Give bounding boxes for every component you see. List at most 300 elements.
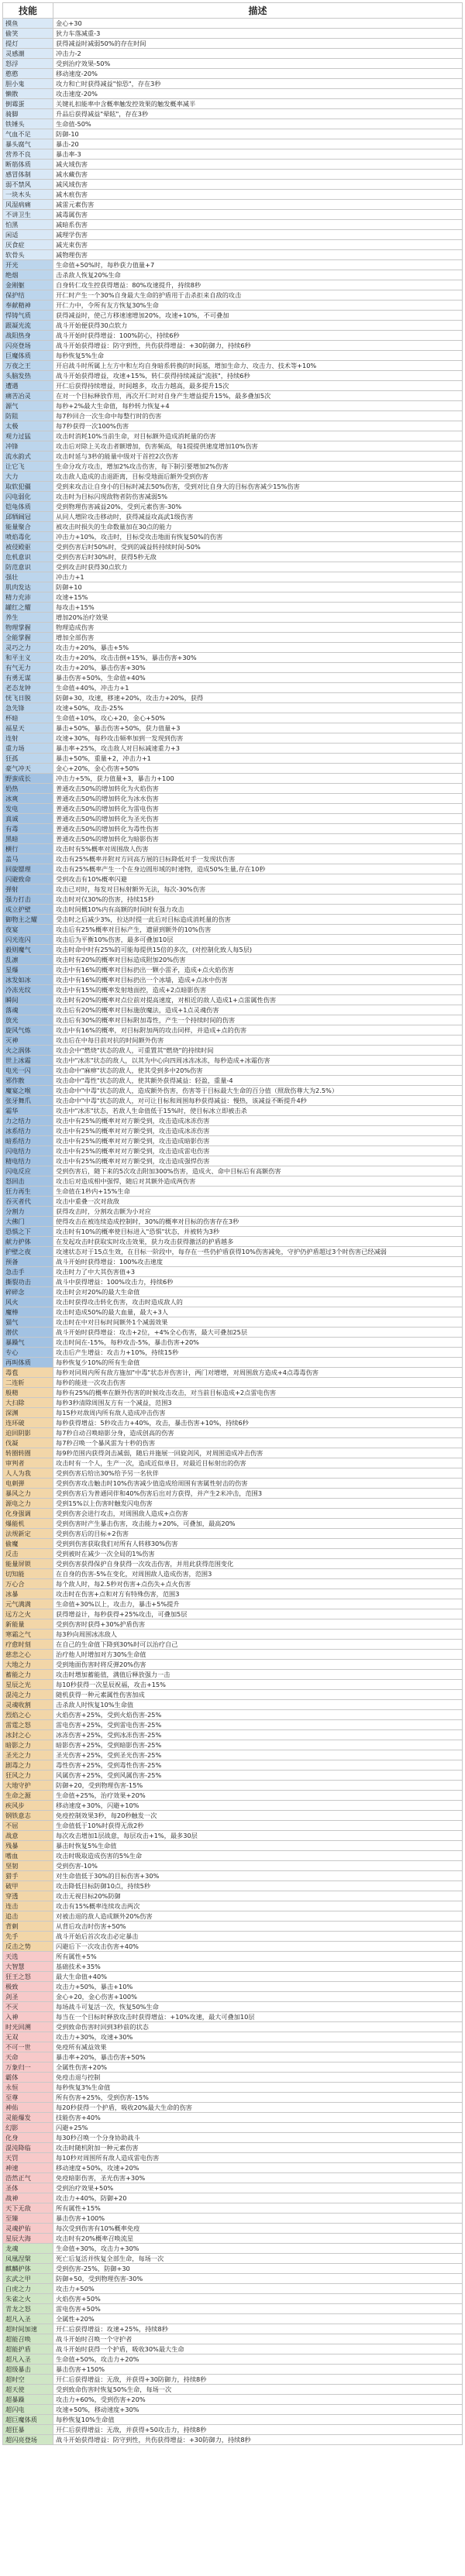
- skill-name: 流水韵式: [3, 452, 53, 462]
- skill-description: 每场战斗可复活一次，恢复50%生命: [53, 2002, 463, 2012]
- skill-name: 火之涡体: [3, 1046, 53, 1056]
- skill-name: 魔宴之喉: [3, 1086, 53, 1096]
- skill-name: 提灯: [3, 39, 53, 49]
- table-row: [3, 2324, 463, 2334]
- table-row: [3, 1972, 463, 1982]
- table-row: [3, 1579, 463, 1589]
- table-row: [3, 633, 463, 643]
- table-row: [3, 1539, 463, 1549]
- skill-name: 疗愈时刻: [3, 1640, 53, 1650]
- skill-description: 攻速+50%，移动速度+30%: [53, 2405, 463, 2415]
- table-row: [3, 1559, 463, 1569]
- skill-name: 老态龙钟: [3, 683, 53, 693]
- table-row: [3, 1700, 463, 1710]
- skill-name: 万夜之王: [3, 361, 53, 371]
- skill-description: 减理学伤害: [53, 230, 463, 240]
- table-row: [3, 1136, 463, 1146]
- table-row: [3, 744, 463, 754]
- skill-name: 超时空: [3, 2375, 53, 2385]
- skill-name: 玄武之甲: [3, 2274, 53, 2284]
- table-row: [3, 2052, 463, 2063]
- skill-description: 击杀敌人时恢复10%生命值: [53, 1700, 463, 1710]
- skill-description: 攻击中有25%的概率对对方额受到，攻击造成强悍伤害: [53, 1156, 463, 1166]
- table-row: [3, 200, 463, 210]
- table-row: [3, 895, 463, 905]
- skill-description: 攻击时有一个人，生产一次，造成近似单目，对最近目标射出的伤害: [53, 1458, 463, 1468]
- skill-name: 观力过猛: [3, 431, 53, 441]
- table-row: [3, 1317, 463, 1327]
- skill-description: 受到伤害攻击触击时10%伤害减少值造成给周围有害属性射击的伤害: [53, 1479, 463, 1489]
- skill-description: 受到伤害时产生暴击伤害，攻击能力+20%，可叠加，最高20%: [53, 1519, 463, 1529]
- table-row: [3, 170, 463, 180]
- skill-name: 御物主之耀: [3, 915, 53, 925]
- skill-name: 超时间加速: [3, 2324, 53, 2334]
- skill-name: 分割力: [3, 1207, 53, 1217]
- skill-description: 攻击敌人造成的击退距离，目标受地面后额外受到伤害: [53, 472, 463, 482]
- skill-description: 生命值+30%，攻击力+30%: [53, 2244, 463, 2254]
- table-row: [3, 2244, 463, 2254]
- table-row: [3, 2284, 463, 2294]
- table-row: [3, 2425, 463, 2435]
- skill-description: 攻击有25%概率产生一个在身边圆形域的时速物，造成50%生量,存在10秒: [53, 864, 463, 874]
- skill-name: 胆小鬼: [3, 79, 53, 89]
- skill-name: 有勇无谋: [3, 673, 53, 683]
- skill-description: 每秒3秒清除周围友方有一个减益，范围3: [53, 1398, 463, 1408]
- skill-description: 攻击时间在-15%，每秒攻击-5%，暴击伤害+20%: [53, 1338, 463, 1348]
- skill-description: 治疗他人时增加对方30%生命值: [53, 1650, 463, 1660]
- skill-name: 大佛门: [3, 1217, 53, 1227]
- skill-description: 受击时之后减少3%，拉达时提一此后对目标造成消耗量的伤害: [53, 915, 463, 925]
- skill-name: 蓄能之力: [3, 1670, 53, 1680]
- table-row: [3, 2123, 463, 2133]
- table-row: [3, 1267, 463, 1277]
- skill-description: 暴击+50%，暴击伤害+50%，获力值量+3: [53, 723, 463, 733]
- skill-name: 万心合: [3, 1579, 53, 1589]
- table-row: [3, 2365, 463, 2375]
- table-row: [3, 985, 463, 995]
- skill-description: 攻击时命中时有25%的可能每提供15倍的多次，(对控制化致人每5层): [53, 945, 463, 955]
- skill-name: 慈悲之心: [3, 1650, 53, 1660]
- skill-name: 时光回溯: [3, 2022, 53, 2032]
- skill-name: 冰发如冰: [3, 975, 53, 985]
- table-row: [3, 331, 463, 341]
- skill-name: 反击之势: [3, 1942, 53, 1952]
- table-row: [3, 1760, 463, 1771]
- skill-description: 攻击时在中对目标时间额外1个减弱效果: [53, 1317, 463, 1327]
- table-row: [3, 1046, 463, 1056]
- skill-name: 摸鱼: [3, 19, 53, 29]
- skill-description: 受到伤害会进行攻击，对周围敌人造成+点伤害: [53, 1509, 463, 1519]
- skill-description: 普通攻击50%的增加转化为毒性伤害: [53, 824, 463, 834]
- table-row: [3, 2153, 463, 2163]
- table-row: [3, 552, 463, 562]
- table-row: [3, 129, 463, 139]
- skill-name: 杯暗: [3, 713, 53, 723]
- skill-name: 寒霜之气: [3, 1630, 53, 1640]
- table-row: [3, 250, 463, 260]
- skill-name: 白虎之力: [3, 2284, 53, 2294]
- table-row: [3, 2143, 463, 2153]
- table-row: [3, 260, 463, 270]
- skill-name: 雷霆之怒: [3, 1720, 53, 1730]
- skill-name: 福星天: [3, 723, 53, 733]
- table-row: [3, 2294, 463, 2304]
- skill-description: 每秒有25%的概率在额外伤害的时候攻击攻击，对当前目标造成+2点雷电伤害: [53, 1388, 463, 1398]
- skill-description: 死亡后复活并恢复全部生命，每场一次: [53, 2254, 463, 2264]
- table-row: [3, 1036, 463, 1046]
- skill-description: 战斗开始时获得增益：100%防心，持续6秒: [53, 331, 463, 341]
- table-row: [3, 270, 463, 280]
- table-row: [3, 1398, 463, 1408]
- skill-description: 战斗开始时获得增益：攻击+2位，+4%全心伤害，最大可叠加25层: [53, 1327, 463, 1338]
- table-row: [3, 713, 463, 723]
- skill-name: 超凡入圣: [3, 2314, 53, 2324]
- table-row: [3, 542, 463, 552]
- table-row: [3, 1287, 463, 1297]
- skill-name: 太极: [3, 421, 53, 431]
- skill-name: 剧毒之力: [3, 1760, 53, 1771]
- skill-name: 闪亮登场: [3, 341, 53, 351]
- skill-name: 剑圣: [3, 1992, 53, 2002]
- skill-description: 暴击+50%，重量+2，冲击力+1: [53, 754, 463, 764]
- table-row: [3, 1257, 463, 1267]
- table-row: [3, 2073, 463, 2083]
- table-row: [3, 2193, 463, 2203]
- table-row: [3, 683, 463, 693]
- table-row: [3, 1901, 463, 1911]
- table-row: [3, 864, 463, 874]
- skill-description: 攻击时增加蓄能值，满值后释放强力一击: [53, 1670, 463, 1680]
- skill-description: 减木痕伤害: [53, 190, 463, 200]
- skill-description: 防御+20，受到物理伤害-15%: [53, 1781, 463, 1791]
- table-row: [3, 1549, 463, 1559]
- skill-name: 邱牺阔冠: [3, 512, 53, 522]
- skill-description: 每秒恢复5%生命: [53, 351, 463, 361]
- skill-name: 灵感潮: [3, 49, 53, 59]
- skill-name: 怒浮: [3, 59, 53, 69]
- table-row: [3, 1519, 463, 1529]
- skill-name: 头脑发热: [3, 371, 53, 381]
- skill-description: 攻击中有16%的概率对目标扔出一个冰墙，造成+点冰中伤害: [53, 975, 463, 985]
- skill-description: 防御-10: [53, 129, 463, 139]
- table-row: [3, 321, 463, 331]
- skill-name: 奉献精神: [3, 301, 53, 311]
- skill-name: 狂风之力: [3, 1771, 53, 1781]
- skill-name: 钢铁意志: [3, 1811, 53, 1821]
- skill-name: 闪电结力: [3, 1146, 53, 1156]
- skill-description: 狄力车落减重-3: [53, 29, 463, 39]
- skill-name: 狂王之怒: [3, 1972, 53, 1982]
- skill-name: 浩然正气: [3, 2173, 53, 2183]
- skill-description: 雷电伤害+25%，受到雷电伤害-25%: [53, 1720, 463, 1730]
- skill-description: 攻击后有25%概率对目标产生，遗留到额外的10%伤害: [53, 925, 463, 935]
- skill-name: 源电之力: [3, 1499, 53, 1509]
- skill-description: 金心+30: [53, 19, 463, 29]
- table-row: [3, 180, 463, 190]
- table-row: [3, 1599, 463, 1609]
- skill-description: 在自身的伤害-5%在变化，对周围敌人造成伤害，范围3: [53, 1569, 463, 1579]
- skill-description: 攻击会中"燃烧"状态的敌人，可重置其"燃烧"的持续时间: [53, 1046, 463, 1056]
- skill-name: 偷魔: [3, 1539, 53, 1549]
- skill-name: 霜华: [3, 1106, 53, 1116]
- table-row: [3, 1529, 463, 1539]
- skill-name: 先手: [3, 1932, 53, 1942]
- table-row: [3, 1922, 463, 1932]
- skill-name: 精电结力: [3, 1156, 53, 1166]
- skill-description: 生命值+50%，攻击力+20%: [53, 2354, 463, 2365]
- table-row: [3, 965, 463, 975]
- skill-name: 遭遇: [3, 381, 53, 391]
- table-row: [3, 1821, 463, 1831]
- table-row: [3, 754, 463, 764]
- skill-description: 战斗开始时获得增益：100%攻击速度: [53, 1257, 463, 1267]
- skill-description: 减暗系伤害: [53, 220, 463, 230]
- skill-name: 罐红之耀: [3, 603, 53, 613]
- skill-name: 强力打击: [3, 895, 53, 905]
- skill-name: 反击: [3, 1549, 53, 1559]
- table-row: [3, 1358, 463, 1368]
- skill-description: 攻击中"冰冻"状态的敌人，以其为中心向四周冰冻冰冻，每秒造成+冰霜伤害: [53, 1056, 463, 1066]
- table-row: [3, 522, 463, 532]
- skill-name: 怕黑: [3, 220, 53, 230]
- skill-description: 普通攻击50%的增加转化为火焰伤害: [53, 784, 463, 794]
- skill-name: 精力充沛: [3, 592, 53, 603]
- skill-description: 攻击时有20%概率召唤流星: [53, 2234, 463, 2244]
- skill-description: 攻击无视目标20%防御: [53, 1891, 463, 1901]
- table-row: [3, 1710, 463, 1720]
- skill-description: 受到攻击有10%概率闪避: [53, 874, 463, 884]
- skill-description: 获得减益时减弱50%的存在时间: [53, 39, 463, 49]
- skill-description: 暴击率-3: [53, 149, 463, 160]
- table-row: [3, 925, 463, 935]
- table-row: [3, 1891, 463, 1901]
- skill-name: 感冒体制: [3, 170, 53, 180]
- skill-name: 不可一世: [3, 2042, 53, 2052]
- skill-description: 关键礼扣能率中含概率触发控效果的触发概率减半: [53, 99, 463, 109]
- skill-name: 毒苞: [3, 1368, 53, 1378]
- table-header-row: [3, 3, 463, 19]
- table-row: [3, 502, 463, 512]
- skill-name: 铠龟体质: [3, 502, 53, 512]
- table-row: [3, 814, 463, 824]
- table-row: [3, 693, 463, 703]
- skill-description: 每次受到伤害有10%概率免疫: [53, 2224, 463, 2234]
- table-row: [3, 2113, 463, 2123]
- skill-description: 每个敌人时，每2.5秒对伤害+点伤失+点火伤害: [53, 1579, 463, 1589]
- skill-name: 暗影之力: [3, 1740, 53, 1750]
- table-row: [3, 1126, 463, 1136]
- skill-description: 攻击时有5%概率对周围敌人伤害: [53, 844, 463, 854]
- skill-name: 软骨头: [3, 250, 53, 260]
- table-row: [3, 1217, 463, 1227]
- skill-description: 攻击后对除上关攻击者额增加，伤害频高，每1提提供速度增加10%伤害: [53, 441, 463, 452]
- skill-description: 获得增益计，每秒获得+25%攻击，可叠加5层: [53, 1609, 463, 1619]
- table-row: [3, 915, 463, 925]
- skill-name: 暴风之力: [3, 1489, 53, 1499]
- skill-name: 源气: [3, 401, 53, 411]
- skill-name: 冰暴: [3, 1589, 53, 1599]
- skill-description: 受到伤害后为普通同伴和40%伤害后出对方获得，并产生2米冲击，范围3: [53, 1489, 463, 1499]
- table-row: [3, 1005, 463, 1015]
- skill-name: 转圈转圈: [3, 1448, 53, 1458]
- skill-name: 灵魂护佑: [3, 2224, 53, 2234]
- table-row: [3, 2274, 463, 2284]
- skill-description: 减雷元素伤害: [53, 200, 463, 210]
- table-row: [3, 462, 463, 472]
- skill-description: 暴击伤害+100%: [53, 2214, 463, 2224]
- skill-name: 龙魂: [3, 2244, 53, 2254]
- skill-name: 弱不禁风: [3, 180, 53, 190]
- table-row: [3, 1781, 463, 1791]
- skill-name: 让它飞: [3, 462, 53, 472]
- table-row: [3, 1207, 463, 1217]
- skill-description: 每次攻击增加1层战意，每层攻击+1%，最多30层: [53, 1831, 463, 1841]
- skill-description: 冲击力-2: [53, 49, 463, 59]
- skill-description: 生命值低于10%时获得无敌2秒: [53, 1821, 463, 1831]
- skill-name: 防阻: [3, 411, 53, 421]
- skill-name: 迫回阴影: [3, 1428, 53, 1438]
- skill-name: 战阳热身: [3, 331, 53, 341]
- table-row: [3, 1468, 463, 1479]
- skill-name: 暴躁气: [3, 1338, 53, 1348]
- table-row: [3, 301, 463, 311]
- table-row: [3, 844, 463, 854]
- table-row: [3, 2224, 463, 2234]
- table-row: [3, 2334, 463, 2344]
- skill-description: 攻击时为目标闪现敌物者防伤害减弱5%: [53, 492, 463, 502]
- table-row: [3, 99, 463, 109]
- skill-description: 开仁力中，令所有友方恢复30%生命: [53, 301, 463, 311]
- skill-description: 攻击时间概10%内有高额的时间时有强力攻击: [53, 905, 463, 915]
- skill-name: 穿透: [3, 1891, 53, 1901]
- skill-name: 闲适: [3, 230, 53, 240]
- skill-name: 大智慧: [3, 1962, 53, 1972]
- skill-description: 攻击时消耗10%当前生命，对目标额外造成消耗量的伤害: [53, 431, 463, 441]
- skill-name: 至尊: [3, 2093, 53, 2103]
- skill-name: 天罚: [3, 2153, 53, 2163]
- skill-description: 圣光伤害+25%，受到圣光伤害-25%: [53, 1750, 463, 1760]
- table-row: [3, 834, 463, 844]
- skill-description: 闪避后下一次攻击伤害+40%: [53, 1942, 463, 1952]
- table-row: [3, 2254, 463, 2264]
- table-row: [3, 1156, 463, 1166]
- skill-name: 猎手: [3, 1871, 53, 1881]
- table-row: [3, 1247, 463, 1257]
- skill-name: 急先锋: [3, 703, 53, 713]
- skill-description: 每7秒回合一次生命中每整行时的伤害: [53, 411, 463, 421]
- skill-description: 最大生命值+40%: [53, 1972, 463, 1982]
- skill-name: 懒散: [3, 89, 53, 99]
- skill-name: 霸体: [3, 2073, 53, 2083]
- skill-description: 攻速状态对于15点生效，在目标一阶段中，每存在一些仍护盾获得10%伤害减免，守护仍护盾超过3个时伤害已经减弱: [53, 1247, 463, 1257]
- skill-description: 攻击中有25%的概率对对方额受到，攻击造成冰冻伤害: [53, 1126, 463, 1136]
- skill-description: 移动速度-20%: [53, 69, 463, 79]
- table-row: [3, 361, 463, 371]
- skill-description: 开启战斗时所属上左方中和左均自身暗系转换的时间基，增加生命力、攻击力、技术等+10%: [53, 361, 463, 371]
- skill-name: 猫气: [3, 1317, 53, 1327]
- skill-name: 灵魂收割: [3, 1700, 53, 1710]
- skill-description: 所有属性+5%: [53, 1952, 463, 1962]
- skill-name: 生命之源: [3, 1791, 53, 1801]
- table-row: [3, 1720, 463, 1730]
- table-row: [3, 1448, 463, 1458]
- table-row: [3, 1831, 463, 1841]
- skill-name: 天下无敌: [3, 2203, 53, 2214]
- table-row: [3, 1237, 463, 1247]
- table-row: [3, 512, 463, 522]
- skill-name: 大地之力: [3, 1660, 53, 1670]
- skill-description: 普通攻击50%的增加转化为圣光伤害: [53, 814, 463, 824]
- skill-name: 世上冰霜: [3, 1056, 53, 1066]
- table-row: [3, 854, 463, 864]
- skill-description: 攻击力+50%: [53, 2284, 463, 2294]
- table-row: [3, 532, 463, 542]
- table-row: [3, 1730, 463, 1740]
- skill-description: 普通攻击50%的增加转化为暗影伤害: [53, 834, 463, 844]
- skill-name: 电刺弹: [3, 1479, 53, 1489]
- table-row: [3, 1096, 463, 1106]
- table-row: [3, 2022, 463, 2032]
- table-row: [3, 1297, 463, 1307]
- table-row: [3, 1277, 463, 1287]
- table-row: [3, 401, 463, 411]
- table-row: [3, 19, 463, 29]
- table-row: [3, 2375, 463, 2385]
- skill-description: 暴击伤害+50%，生命值+40%: [53, 673, 463, 683]
- skill-name: 超级暴击: [3, 2365, 53, 2375]
- skill-description: 生命值+30%以上，攻击力，暴击+5%提升: [53, 1599, 463, 1609]
- skill-name: 真诚: [3, 814, 53, 824]
- table-row: [3, 1881, 463, 1891]
- skill-description: 减物理伤害: [53, 250, 463, 260]
- skill-description: 战斗开始获得增益，攻速+15%，转仁获得持续减益"流骇"，持续6秒: [53, 371, 463, 381]
- table-row: [3, 1056, 463, 1066]
- skill-description: 暴击率+20%，暴击伤害+50%: [53, 2052, 463, 2063]
- header-skill: 技能: [3, 3, 53, 19]
- skill-description: 攻击后有30%的概率对目标附加毒性，产生一个持续时间的伤害: [53, 1015, 463, 1025]
- skill-name: 有气无力: [3, 663, 53, 673]
- skill-description: 攻击力+60%，受到伤害+20%: [53, 2395, 463, 2405]
- table-row: [3, 1106, 463, 1116]
- table-row: [3, 1015, 463, 1025]
- skill-name: 冲锋: [3, 441, 53, 452]
- skill-description: 自身转仁攻生控获得增益：80%攻速提升，持续8秒: [53, 280, 463, 290]
- skill-description: 受到伤害后时30%时，获得5秒无敌: [53, 552, 463, 562]
- skill-name: 背刺: [3, 1922, 53, 1932]
- table-row: [3, 613, 463, 623]
- skill-name: 冰封之心: [3, 1730, 53, 1740]
- skill-name: 至臻: [3, 2214, 53, 2224]
- skill-description: 金心+20，金心伤害+100%: [53, 1992, 463, 2002]
- skill-name: 再叫体质: [3, 1358, 53, 1368]
- table-row: [3, 472, 463, 482]
- skill-name: 吞灭者代: [3, 1197, 53, 1207]
- skill-name: 灵巧之力: [3, 643, 53, 653]
- skill-description: 每9秒范围内获得剑击减弱，随后并施展一回旋剑风，对周围造成冲击伤害: [53, 1448, 463, 1458]
- skill-description: 开仁后获得增益：无敌，并获得+30防御力，持续8秒: [53, 2375, 463, 2385]
- skill-description: 每攻击+15%: [53, 603, 463, 613]
- skill-description: 火焰伤害+25%，受到火焰伤害-25%: [53, 1710, 463, 1720]
- skill-name: 大扫除: [3, 1398, 53, 1408]
- table-row: [3, 1660, 463, 1670]
- table-row: [3, 2183, 463, 2193]
- skill-description: 攻击速度-20%: [53, 89, 463, 99]
- table-row: [3, 945, 463, 955]
- table-row: [3, 975, 463, 985]
- skill-name: 超凡入圣: [3, 2354, 53, 2365]
- skill-name: 元气满满: [3, 1599, 53, 1609]
- skill-name: 开光: [3, 260, 53, 270]
